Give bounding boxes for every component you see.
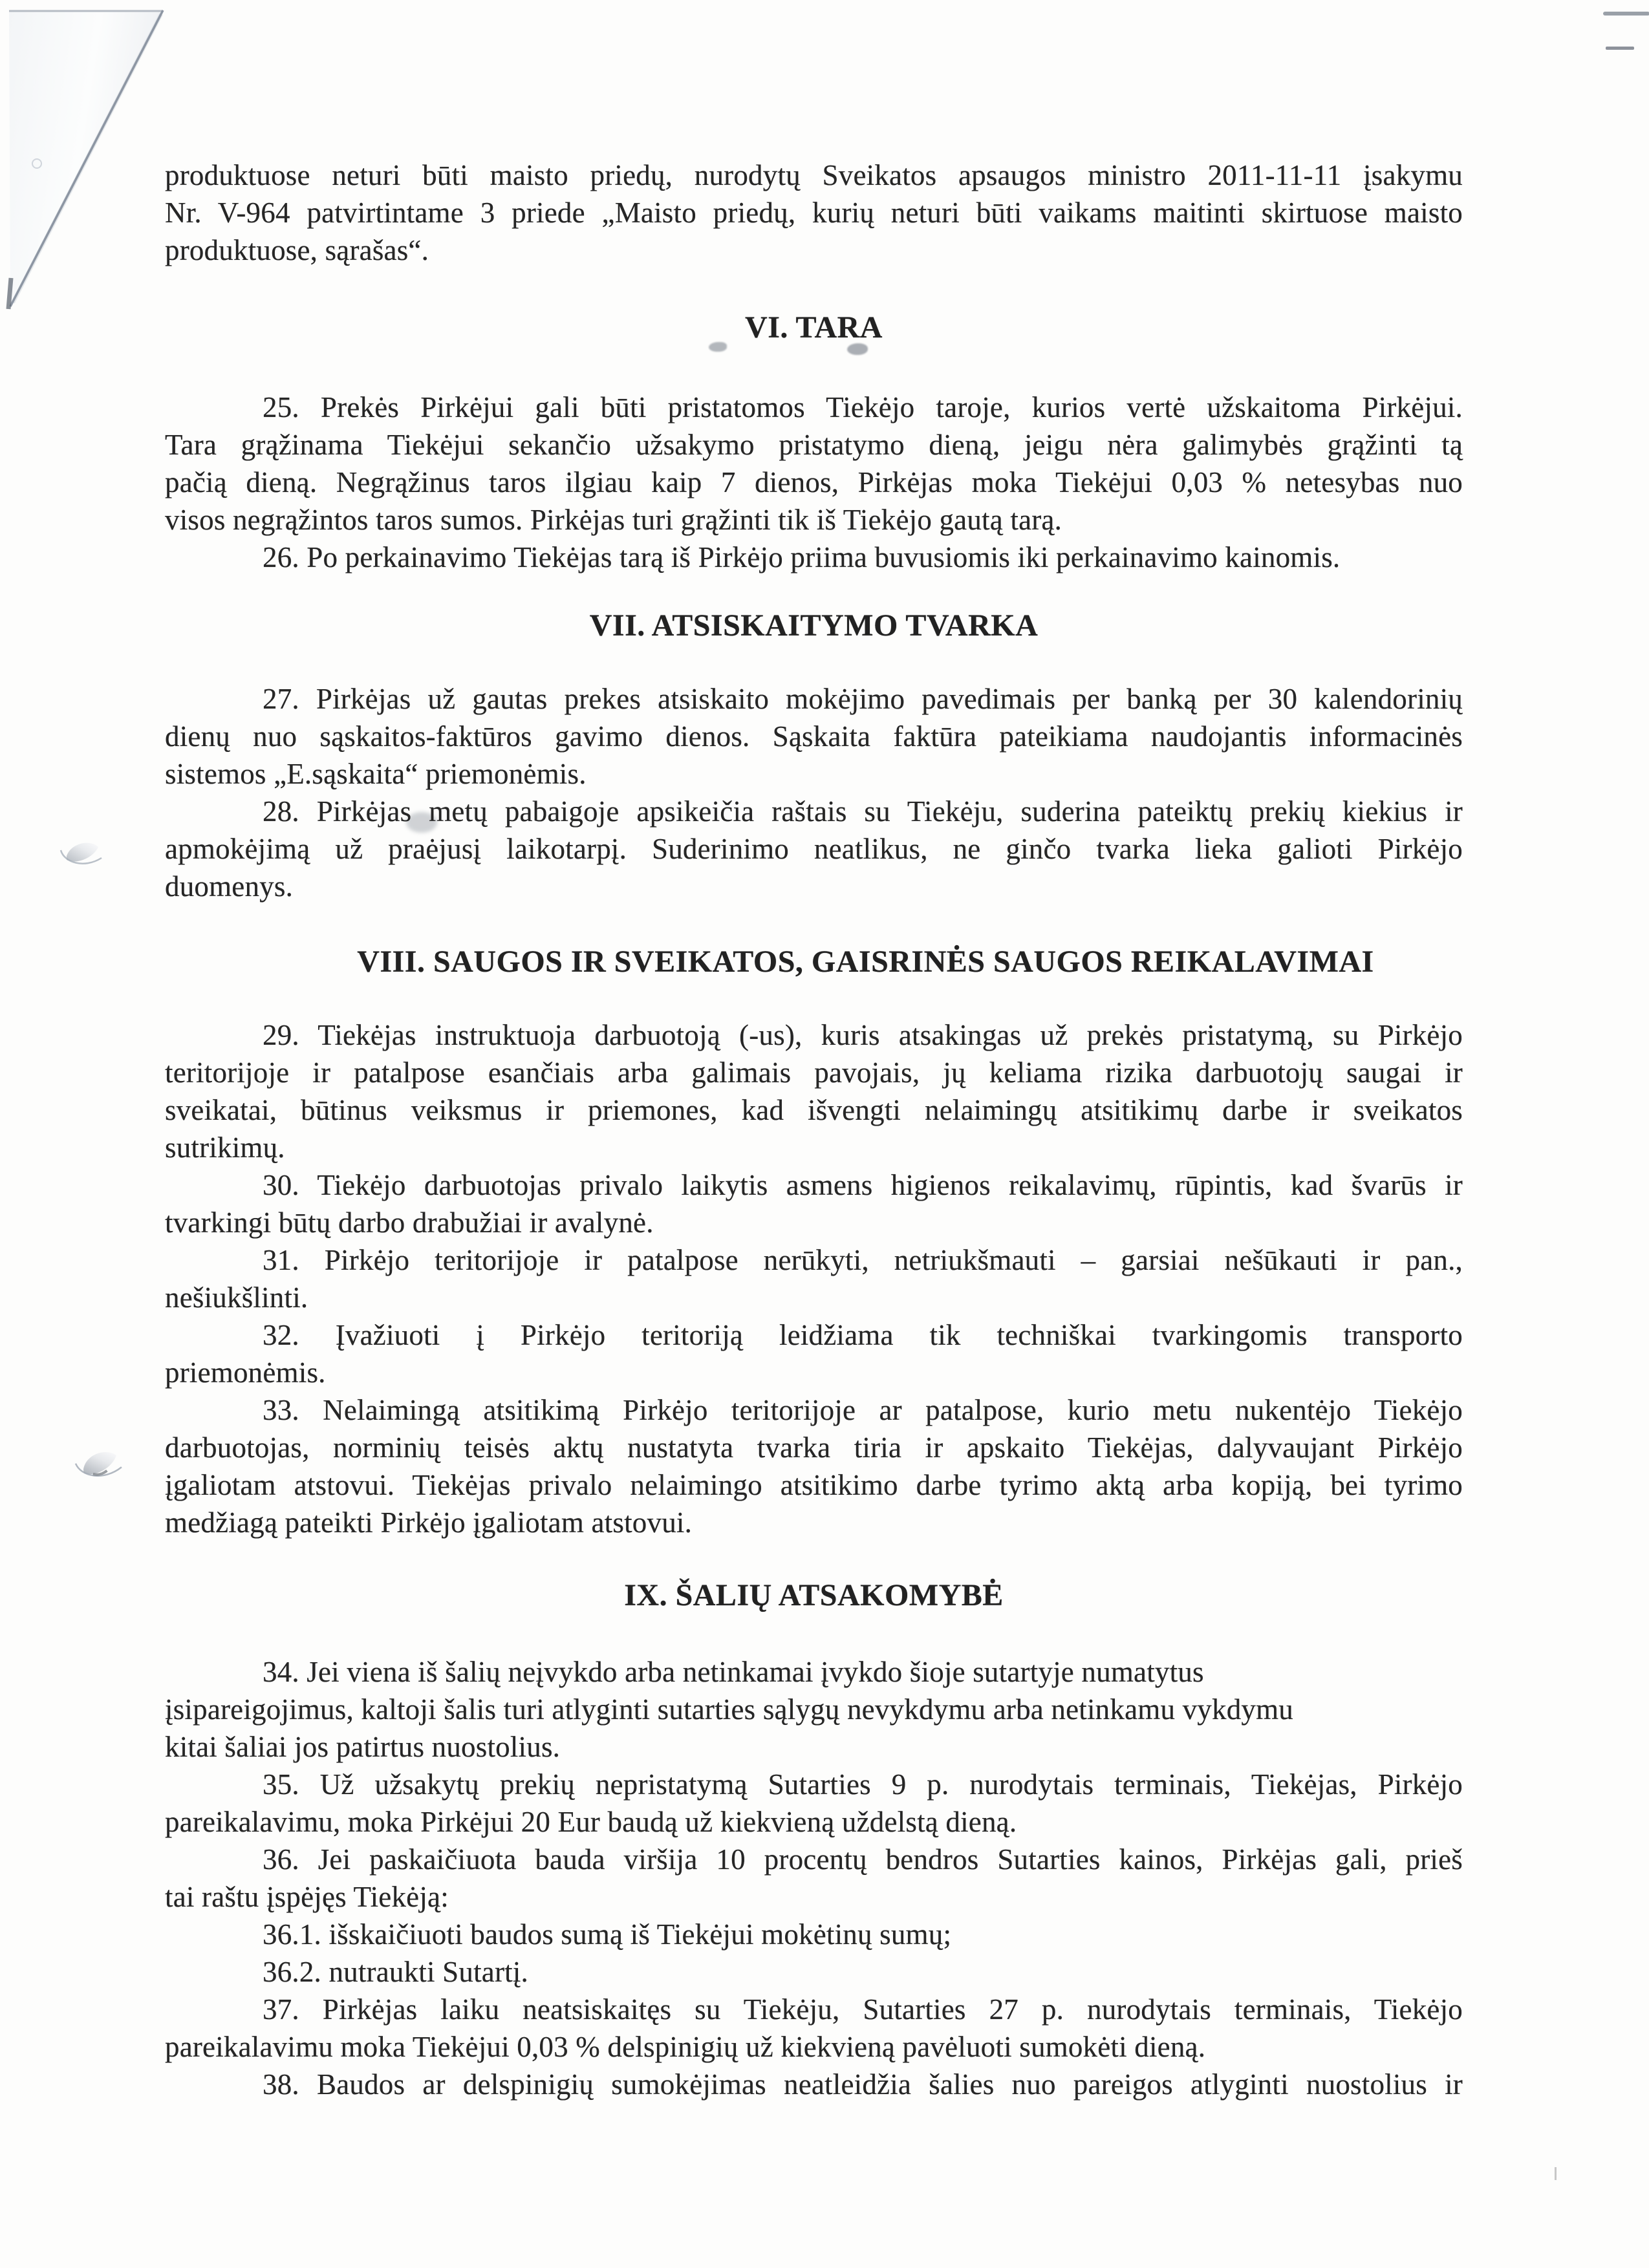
section-vii-body <box>165 680 1463 905</box>
clause-38-line: 38. Baudos ar delspinigių sumokėjimas neatleidžia šalies nuo pareigos atlyginti nuostolius ir <box>263 2068 1463 2101</box>
clause-33-line: medžiagą pateikti Pirkėjo įgaliotam atstovui. <box>165 1506 693 1539</box>
clause-27-line: dienų nuo sąskaitos-faktūros gavimo dienos. Sąskaita faktūra pateikiama naudojantis informacinės <box>165 720 1463 753</box>
clause-25-line: Tara grąžinama Tiekėjui sekančio užsakymo pristatymo dieną, jeigu nėra galimybės grąžinti tą <box>165 429 1463 461</box>
section-viii-body <box>165 1016 1463 1541</box>
clause-33-line: įgaliotam atstovui. Tiekėjas privalo nelaimingo atsitikimo darbe tyrimo aktą arba kopiją, bei tyrimo <box>165 1469 1463 1501</box>
clause-29-line: sutrikimų. <box>165 1131 285 1164</box>
text-line: produktuose, sąrašas“. <box>165 234 429 266</box>
clause-25-line: visos negrąžintos taros sumos. Pirkėjas turi grąžinti tik iš Tiekėjo gautą tarą. <box>165 504 1062 536</box>
scan-crescent-artifact <box>57 833 106 870</box>
scan-dash-artifact <box>1606 47 1634 50</box>
clause-37-line: pareikalavimu moka Tiekėjui 0,03 % delspinigių už kiekvieną pavėluoti sumokėti dieną. <box>165 2031 1206 2063</box>
clause-29-line: teritorijoje ir patalpose esančiais arba galimais pavojais, jų keliama rizika darbuotojų saugai ir <box>165 1056 1463 1089</box>
clause-27-line: sistemos „E.sąskaita“ priemonėmis. <box>165 758 587 790</box>
text-line: produktuose neturi būti maisto priedų, nurodytų Sveikatos apsaugos ministro 2011-11-11 įsakymu <box>165 159 1463 191</box>
clause-34-line: 34. Jei viena iš šalių neįvykdo arba netinkamai įvykdo šioje sutartyje numatytus <box>263 1656 1204 1688</box>
clause-33-line: darbuotojas, norminių teisės aktų nustatyta tvarka tiria ir apskaito Tiekėjas, dalyvaujant Pirkėjo <box>165 1431 1463 1464</box>
section-vi-body <box>165 389 1463 576</box>
clause-29-line: 29. Tiekėjas instruktuoja darbuotoją (-us), kuris atsakingas už prekės pristatymą, su Pirkėjo <box>263 1019 1463 1051</box>
intro-paragraph <box>165 156 1463 269</box>
section-ix-body <box>165 1653 1463 2103</box>
clause-28-line: 28. Pirkėjas metų pabaigoje apsikeičia raštais su Tiekėju, suderina pateiktų prekių kiekius ir <box>263 795 1463 828</box>
text-line: Nr. V-964 patvirtintame 3 priede „Maisto priedų, kurių neturi būti vaikams maitinti skirtuose maisto <box>165 197 1463 229</box>
clause-30-line: 30. Tiekėjo darbuotojas privalo laikytis asmens higienos reikalavimų, rūpintis, kad švarūs ir <box>263 1169 1463 1201</box>
clause-35-line: pareikalavimu, moka Pirkėjui 20 Eur baudą už kiekvieną uždelstą dieną. <box>165 1806 1017 1838</box>
clause-32-line: 32. Įvažiuoti į Pirkėjo teritoriją leidžiama tik techniškai tvarkingomis transporto <box>263 1319 1463 1351</box>
page-corner-fold-artifact <box>0 0 181 323</box>
clause-28-line: duomenys. <box>165 870 294 903</box>
clause-34-line: kitai šaliai jos patirtus nuostolius. <box>165 1731 561 1763</box>
clause-36-2-line: 36.2. nutraukti Sutartį. <box>263 1956 529 1988</box>
scan-dash-artifact <box>1603 12 1649 16</box>
section-heading-viii-saugos-reikalavimai: VIII. SAUGOS IR SVEIKATOS, GAISRINĖS SAUGOS REIKALAVIMAI <box>357 945 1374 979</box>
clause-34-line: įsipareigojimus, kaltoji šalis turi atlyginti sutarties sąlygų nevykdymu arba netinkamu vykdymu <box>165 1693 1293 1726</box>
clause-30-line: tvarkingi būtų darbo drabužiai ir avalynė. <box>165 1206 654 1239</box>
section-heading-ix-saliu-atsakomybe: IX. ŠALIŲ ATSAKOMYBĖ <box>624 1578 1004 1612</box>
clause-33-line: 33. Nelaimingą atsitikimą Pirkėjo teritorijoje ar patalpose, kurio metu nukentėjo Tiekėjo <box>263 1394 1463 1426</box>
clause-31-line: 31. Pirkėjo teritorijoje ir patalpose nerūkyti, netriukšmauti – garsiai nešūkauti ir pan., <box>263 1244 1463 1276</box>
clause-28-line: apmokėjimą už praėjusį laikotarpį. Suderinimo neatlikus, ne ginčo tvarka lieka galioti Pirkėjo <box>165 833 1463 865</box>
clause-25-line: 25. Prekės Pirkėjui gali būti pristatomos Tiekėjo taroje, kurios vertė užskaitoma Pirkėjui. <box>263 391 1463 423</box>
scan-tick-artifact <box>1555 2167 1557 2180</box>
clause-35-line: 35. Už užsakytų prekių nepristatymą Sutarties 9 p. nurodytais terminais, Tiekėjas, Pirkėjo <box>263 1768 1463 1801</box>
clause-37-line: 37. Pirkėjas laiku neatsiskaitęs su Tiekėju, Sutarties 27 p. nurodytais terminais, Tiekėjo <box>263 1993 1463 2026</box>
scan-crescent-artifact <box>69 1439 127 1486</box>
clause-26-line: 26. Po perkainavimo Tiekėjas tarą iš Pirkėjo priima buvusiomis iki perkainavimo kainomis. <box>263 541 1341 573</box>
section-heading-vii-atsiskaitymo-tvarka: VII. ATSISKAITYMO TVARKA <box>589 608 1039 643</box>
section-heading-vi-tara: VI. TARA <box>745 310 883 345</box>
clause-29-line: sveikatai, būtinus veiksmus ir priemones, kad išvengti nelaimingų atsitikimų darbe ir sveikatos <box>165 1094 1463 1126</box>
clause-36-line: 36. Jei paskaičiuota bauda viršija 10 procentų bendros Sutarties kainos, Pirkėjas gali, prieš <box>263 1843 1463 1876</box>
clause-25-line: pačią dieną. Negrąžinus taros ilgiau kaip 7 dienos, Pirkėjas moka Tiekėjui 0,03 % netesybas nuo <box>165 466 1463 498</box>
clause-27-line: 27. Pirkėjas už gautas prekes atsiskaito mokėjimo pavedimais per banką per 30 kalendorinių <box>263 683 1463 715</box>
clause-31-line: nešiukšlinti. <box>165 1281 308 1314</box>
clause-36-line: tai raštu įspėjęs Tiekėją: <box>165 1881 449 1913</box>
clause-32-line: priemonėmis. <box>165 1356 326 1389</box>
clause-36-1-line: 36.1. išskaičiuoti baudos sumą iš Tiekėjui mokėtinų sumų; <box>263 1918 952 1951</box>
